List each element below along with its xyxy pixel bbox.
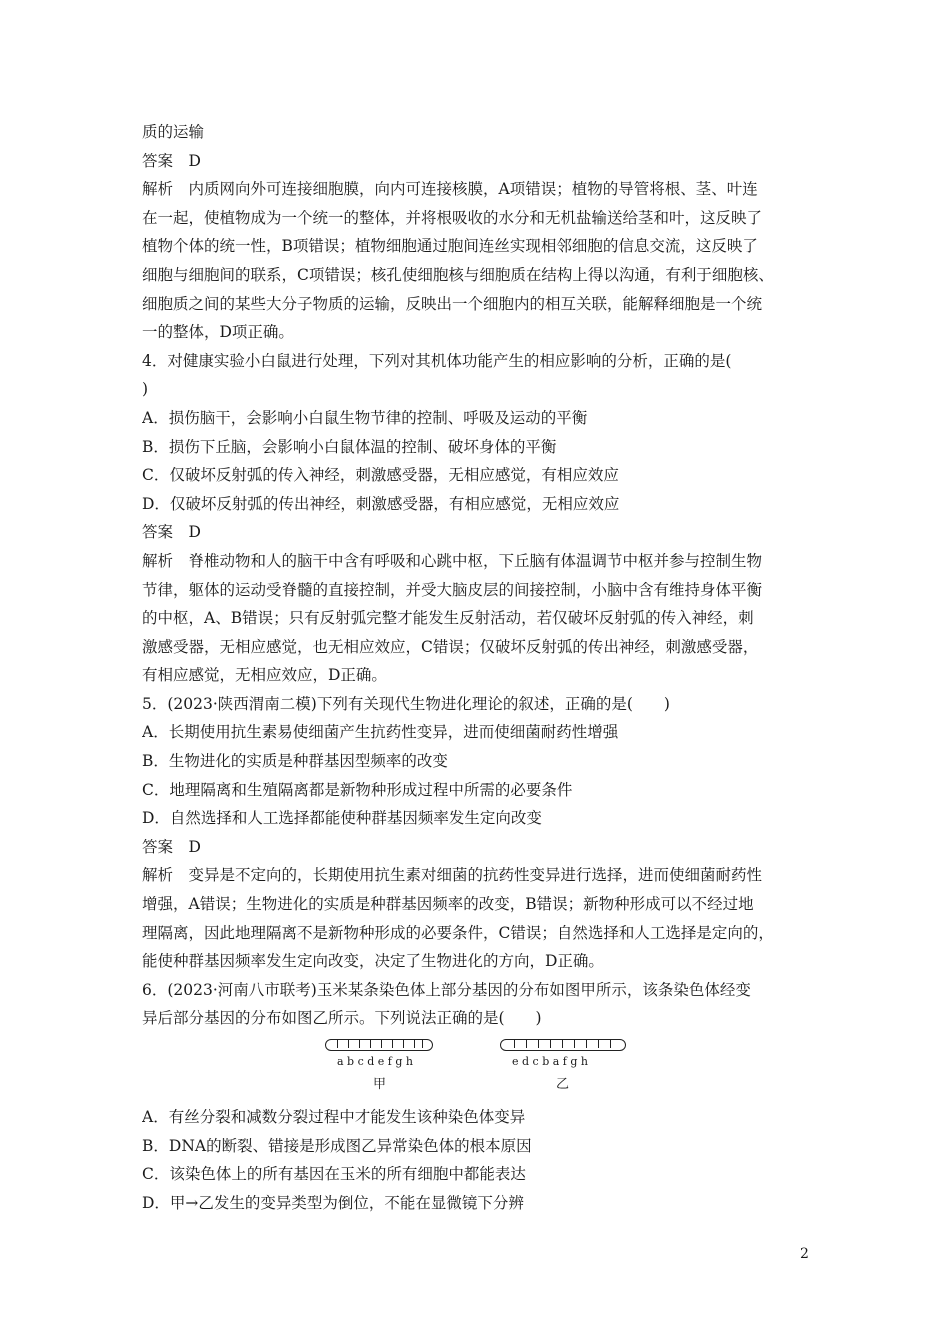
option-c: C．该染色体上的所有基因在玉米的所有细胞中都能表达: [142, 1165, 526, 1184]
explanation-line: 解析 脊椎动物和人的脑干中含有呼吸和心跳中枢，下丘脑有体温调节中枢并参与控制生物: [142, 551, 763, 570]
explanation-line: 解析 内质网向外可连接细胞膜，向内可连接核膜，A项错误；植物的导管将根、茎、叶连: [142, 180, 758, 199]
explanation-line: 增强，A错误；生物进化的实质是种群基因频率的改变，B错误；新物种形成可以不经过地: [142, 895, 754, 914]
question-stem: ): [142, 380, 149, 399]
explanation-line: 一的整体，D项正确。: [142, 323, 294, 342]
explanation-line: 细胞质之间的某些大分子物质的运输，反映出一个细胞内的相互关联，能解释细胞是一个统: [142, 294, 763, 313]
option-d: D．甲→乙发生的变异类型为倒位，不能在显微镜下分辨: [142, 1193, 524, 1212]
question-stem: 6．(2023·河南八市联考)玉米某条染色体上部分基因的分布如图甲所示，该条染色体经变: [142, 980, 751, 999]
explanation-line: 的中枢，A、B错误；只有反射弧完整才能发生反射活动，若仅破坏反射弧的传入神经，刺: [142, 609, 754, 628]
explanation-line: 细胞与细胞间的联系，C项错误；核孔使细胞核与细胞质在结构上得以沟通，有利于细胞核、: [142, 265, 774, 284]
answer-line: 答案 D: [142, 523, 201, 542]
text-column: [142, 118, 832, 1217]
answer-line: 答案 D: [142, 151, 201, 170]
explanation-line: 理隔离，因此地理隔离不是新物种形成的必要条件，C错误；自然选择和人工选择是定向的，: [142, 923, 774, 942]
option-b: B．损伤下丘脑，会影响小白鼠体温的控制、破坏身体的平衡: [142, 437, 557, 456]
explanation-line: 植物个体的统一性，B项错误；植物细胞通过胞间连丝实现相邻细胞的信息交流，这反映了: [142, 237, 758, 256]
chromosome-b: [500, 1039, 626, 1051]
answer-line: 答案 D: [142, 837, 201, 856]
chromosome-a-genes: a b c d e f g h: [337, 1055, 413, 1068]
chromosome-b-genes: e d c b a f g h: [512, 1055, 588, 1068]
chromosome-a: [325, 1039, 433, 1051]
option-a: A．有丝分裂和减数分裂过程中才能发生该种染色体变异: [142, 1108, 526, 1126]
option-d: D．自然选择和人工选择都能使种群基因频率发生定向改变: [142, 809, 542, 828]
question-stem: 异后部分基因的分布如图乙所示。下列说法正确的是( ): [142, 1009, 542, 1028]
explanation-line: 解析 变异是不定向的，长期使用抗生素对细菌的抗药性变异进行选择，进而使细菌耐药性: [142, 866, 763, 885]
option-a: A．损伤脑干，会影响小白鼠生物节律的控制、呼吸及运动的平衡: [142, 408, 588, 427]
explanation-line: 激感受器，无相应感觉，也无相应效应，C错误；仅破坏反射弧的传出神经，刺激感受器，: [142, 637, 759, 656]
option-c: C．地理隔离和生殖隔离都是新物种形成过程中所需的必要条件: [142, 780, 573, 799]
option-d: D．仅破坏反射弧的传出神经，刺激感受器，有相应感觉，无相应效应: [142, 494, 620, 513]
chromosome-a-caption: 甲: [373, 1077, 387, 1092]
explanation-line: 能使种群基因频率发生定向改变，决定了生物进化的方向，D正确。: [142, 952, 604, 971]
chromosome-figure: [142, 1033, 832, 1103]
explanation-line: 节律，躯体的运动受脊髓的直接控制，并受大脑皮层的间接控制，小脑中含有维持身体平衡: [142, 580, 763, 599]
option-b: B．生物进化的实质是种群基因型频率的改变: [142, 752, 448, 771]
option-a: A．长期使用抗生素易使细菌产生抗药性变异，进而使细菌耐药性增强: [142, 723, 619, 742]
question-stem: 4．对健康实验小白鼠进行处理，下列对其机体功能产生的相应影响的分析，正确的是(: [142, 351, 732, 370]
page-number: 2: [800, 1246, 809, 1262]
explanation-line: 在一起，使植物成为一个统一的整体，并将根吸收的水分和无机盐输送给茎和叶，这反映了: [142, 208, 763, 227]
explanation-line: 有相应感觉，无相应效应，D正确。: [142, 666, 387, 685]
option-b: B．DNA的断裂、错接是形成图乙异常染色体的根本原因: [142, 1136, 532, 1155]
chromosome-b-caption: 乙: [556, 1077, 570, 1092]
text-line: 质的运输: [142, 123, 205, 141]
question-stem: 5．(2023·陕西渭南二模)下列有关现代生物进化理论的叙述，正确的是( ): [142, 694, 670, 713]
option-c: C．仅破坏反射弧的传入神经，刺激感受器，无相应感觉，有相应效应: [142, 466, 619, 485]
